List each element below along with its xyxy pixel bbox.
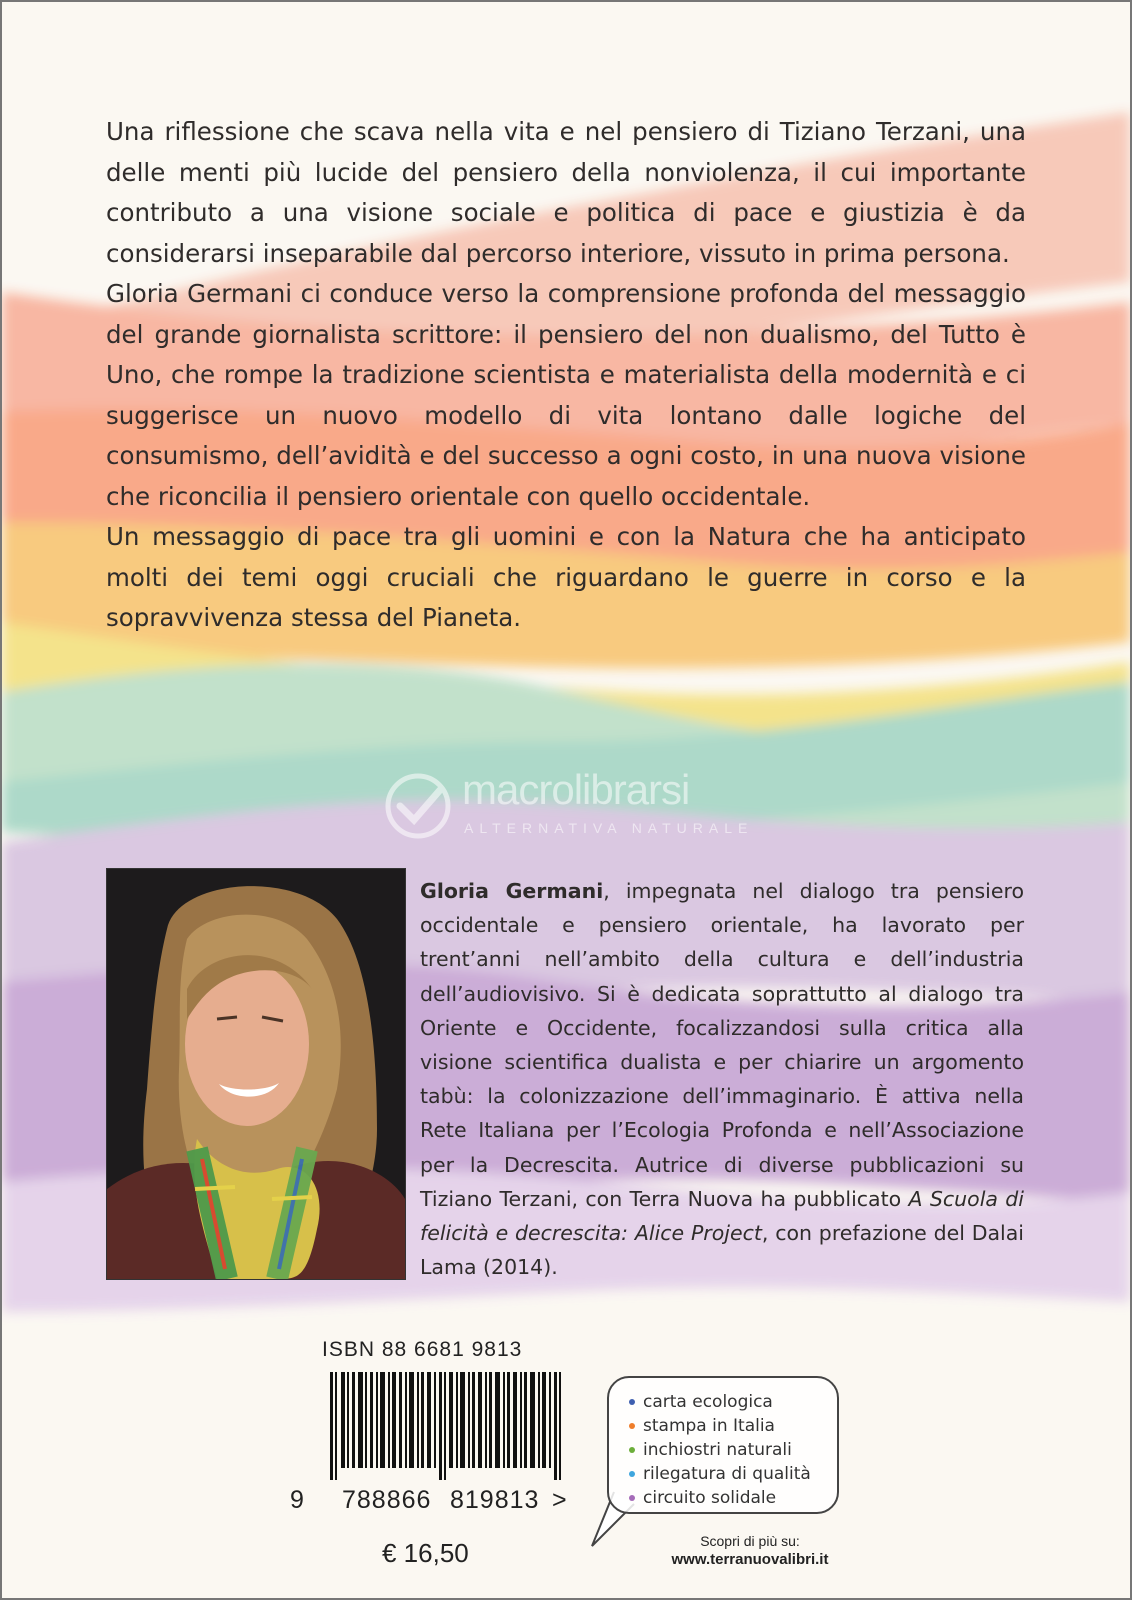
- bullet-dot-icon: [629, 1495, 635, 1501]
- bio-text-1: , impegnata nel dialogo tra pensiero occidentale e pensiero orientale, ha lavorato per trent’anni nell’ambito della cultura e dell’industria dell’audiovisivo. Si è dedicata soprattutto al dialogo tra Oriente e Occidente, focalizzandosi sulla critica alla visione scientifica dualista e per chiarire un argomento tabù: la colonizzazione dell’immaginario. È attiva nella Rete Italiana per l’Ecologia Profonda e nell’Associazione per la Decrescita. Autrice di diverse pubblicazioni su Tiziano Terzani, con Terra Nuova ha pubblicato: [420, 879, 1025, 1211]
- author-name: Gloria Germani: [420, 879, 604, 903]
- isbn-label: ISBN 88 6681 9813: [322, 1338, 523, 1361]
- bullet-dot-icon: [629, 1447, 635, 1453]
- barcode-icon: [330, 1372, 564, 1480]
- price-label: € 16,50: [382, 1538, 469, 1568]
- publisher-url[interactable]: www.terranuovalibri.it: [671, 1551, 829, 1568]
- feature-item: [629, 1486, 837, 1510]
- ean-quiet-mark: >: [552, 1486, 567, 1514]
- bullet-dot-icon: [629, 1399, 635, 1405]
- publisher-link-block: [660, 1532, 840, 1570]
- features-list: [629, 1390, 837, 1510]
- ean-group-2: 819813: [450, 1486, 540, 1514]
- bio-book-title: A Scuola di felicità e decrescita: Alice Project: [420, 1186, 1024, 1246]
- author-portrait-illustration: [107, 869, 405, 1279]
- more-info-label: Scopri di più su:: [700, 1533, 800, 1549]
- feature-item: [629, 1438, 837, 1462]
- author-bio: [420, 874, 1024, 1284]
- isbn-barcode: [290, 1338, 580, 1600]
- bullet-dot-icon: [629, 1423, 635, 1429]
- feature-item: [629, 1390, 837, 1414]
- bio-text-2: , con prefazione del Dalai Lama (2014).: [420, 1221, 1024, 1280]
- feature-label: circuito solidale: [643, 1488, 777, 1508]
- feature-label: stampa in Italia: [643, 1416, 775, 1436]
- feature-label: inchiostri naturali: [643, 1440, 792, 1460]
- watermark-brand: macrolibrarsi: [462, 766, 690, 813]
- blurb-paragraph-1: Una riflessione che scava nella vita e nel pensiero di Tiziano Terzani, una delle menti più lucide del pensiero della nonviolenza, il cui importante contributo a una visione sociale e politica di pace e giustizia è da considerarsi inseparabile dal percorso interiore, vissuto in prima persona.: [106, 117, 1026, 268]
- author-photo: [106, 868, 406, 1280]
- feature-label: rilegatura di qualità: [643, 1464, 811, 1484]
- watermark-tagline: ALTERNATIVA NATURALE: [464, 820, 754, 836]
- feature-item: [629, 1462, 837, 1486]
- macrolibrarsi-watermark: [378, 766, 798, 856]
- feature-item: [629, 1414, 837, 1438]
- leaf-check-icon: [378, 766, 458, 846]
- feature-label: carta ecologica: [643, 1392, 773, 1412]
- back-cover-blurb: [106, 112, 1026, 639]
- bullet-dot-icon: [629, 1471, 635, 1477]
- ean-lead-digit: 9: [290, 1486, 304, 1514]
- blurb-paragraph-2: Gloria Germani ci conduce verso la comprensione profonda del messaggio del grande giornalista scrittore: il pensiero del non dualismo, del Tutto è Uno, che rompe la tradizione scientista e materialista della modernità e ci suggerisce un nuovo modello di vita lontano dalle logiche del consumismo, dell’avidità e del successo a ogni costo, in una nuova visione che riconcilia il pensiero orientale con quello occidentale.: [106, 279, 1026, 511]
- blurb-paragraph-3: Un messaggio di pace tra gli uomini e con la Natura che ha anticipato molti dei temi oggi cruciali che riguardano le guerre in corso e la sopravvivenza stessa del Pianeta.: [106, 522, 1026, 632]
- features-speech-bubble: [607, 1376, 839, 1514]
- ean-group-1: 788866: [342, 1486, 432, 1514]
